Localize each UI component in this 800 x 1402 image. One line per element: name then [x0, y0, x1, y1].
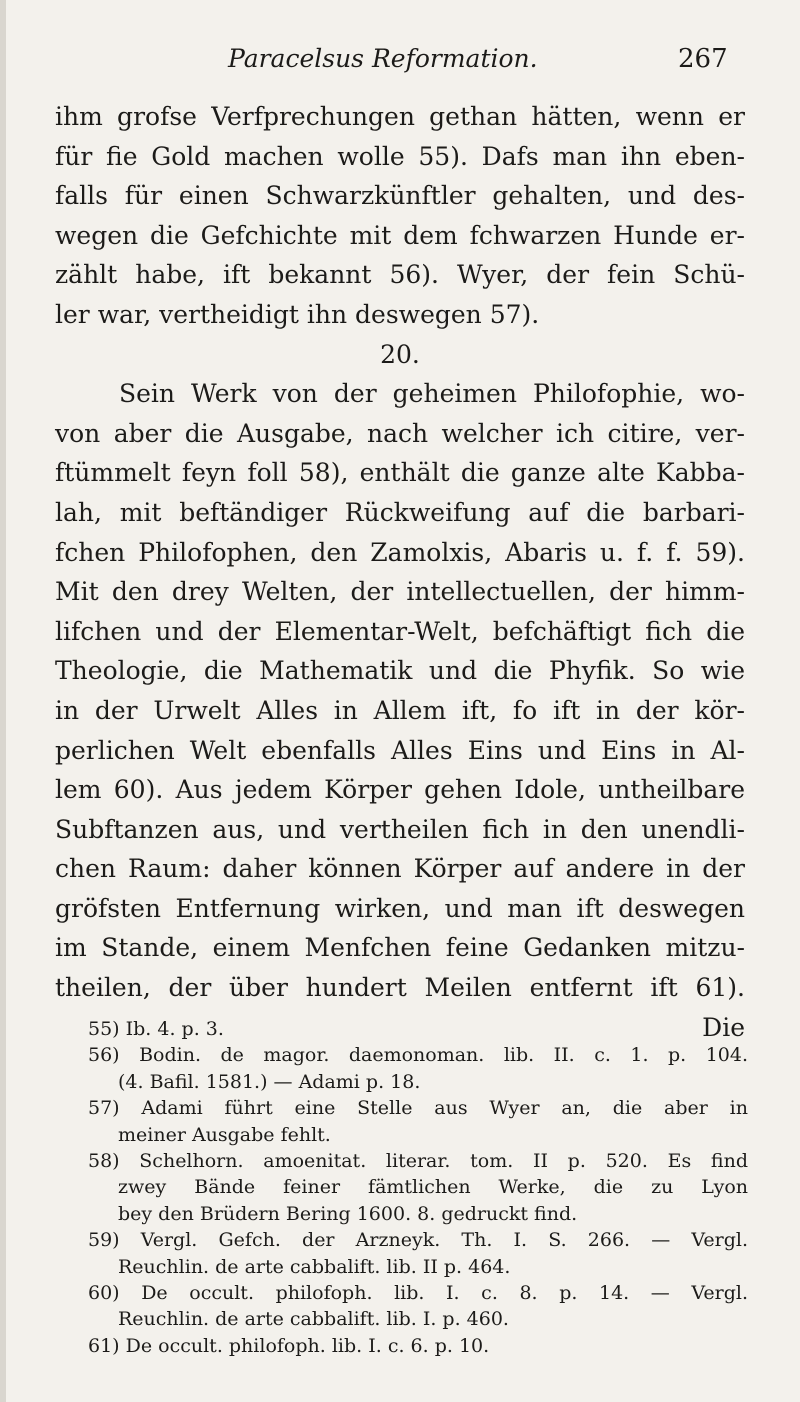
footnote-line: zwey Bände feiner fämtlichen Werke, die zu Lyon	[118, 1176, 748, 1199]
page-number: 267	[678, 44, 728, 74]
text-line: lah, mit beftändiger Rückweifung auf die barbari-	[55, 497, 745, 527]
footnote-line: 56) Bodin. de magor. daemonoman. lib. II. c. 1. p. 104.	[88, 1044, 748, 1067]
text-line: zählt habe, ift bekannt 56). Wyer, der fein Schü-	[55, 260, 745, 290]
text-line: für fie Gold machen wolle 55). Dafs man ihn eben-	[55, 141, 745, 171]
text-line: ihm grofse Verfprechungen gethan hätten, wenn er	[55, 102, 745, 131]
footnote-line: (4. Bafil. 1581.) — Adami p. 18.	[118, 1070, 421, 1093]
text-line: Theologie, die Mathematik und die Phyfik. So wie	[55, 656, 745, 686]
footnote-line: 55) Ib. 4. p. 3.	[88, 1018, 224, 1040]
text-line: wegen die Gefchichte mit dem fchwarzen Hunde er-	[55, 220, 745, 250]
text-line: lem 60). Aus jedem Körper gehen Idole, untheilbare	[55, 775, 745, 805]
text-line: 20.	[380, 339, 420, 369]
footnote-lines	[88, 1016, 748, 1359]
running-title: Paracelsus Reformation.	[228, 44, 538, 73]
footnote-line: 58) Schelhorn. amoenitat. literar. tom. II p. 520. Es find	[88, 1150, 748, 1173]
footnote-line: 59) Vergl. Gefch. der Arzneyk. Th. I. S. 266. — Vergl.	[88, 1229, 748, 1252]
text-line: im Stande, einem Menfchen feine Gedanken mitzu-	[55, 933, 745, 963]
text-line: lifchen und der Elementar-Welt, befchäftigt fich die	[55, 616, 745, 646]
footnote-line: Reuchlin. de arte cabbalift. lib. II p. 464.	[118, 1255, 511, 1278]
text-line: ftümmelt feyn foll 58), enthält die ganze alte Kabba-	[55, 458, 745, 488]
page-gutter-shadow	[0, 0, 6, 1402]
footnote-line: Reuchlin. de arte cabbalift. lib. I. p. 460.	[118, 1308, 509, 1331]
text-line: perlichen Welt ebenfalls Alles Eins und Eins in Al-	[55, 735, 745, 765]
page-header	[0, 34, 800, 84]
text-line: Sein Werk von der geheimen Philofophie, wo-	[119, 379, 745, 409]
text-line: ler war, vertheidigt ihn deswegen 57).	[55, 299, 540, 329]
footnote-line: meiner Ausgabe fehlt.	[118, 1123, 331, 1146]
text-line: gröfsten Entfernung wirken, und man ift deswegen	[55, 893, 745, 923]
text-line: Subftanzen aus, und vertheilen fich in den unendli-	[55, 814, 745, 844]
footnote-line: 57) Adami führt eine Stelle aus Wyer an, die aber in	[88, 1097, 748, 1120]
text-line: in der Urwelt Alles in Allem ift, fo ift in der kör-	[55, 695, 745, 725]
footnote-line: 60) De occult. philofoph. lib. I. c. 8. p. 14. — Vergl.	[88, 1282, 748, 1305]
text-line: theilen, der über hundert Meilen entfernt ift 61).	[55, 973, 745, 1003]
text-line: chen Raum: daher können Körper auf andere in der	[55, 854, 745, 884]
footnote-line: 61) De occult. philofoph. lib. I. c. 6. p. 10.	[88, 1334, 490, 1357]
text-line: fchen Philofophen, den Zamolxis, Abaris u. f. f. 59).	[55, 537, 745, 567]
footnotes	[88, 1016, 748, 1359]
text-line: Mit den drey Welten, der intellectuellen, der himm-	[55, 577, 745, 607]
text-line: von aber die Ausgabe, nach welcher ich citire, ver-	[55, 418, 745, 448]
text-line: falls für einen Schwarzkünftler gehalten, und des-	[55, 181, 745, 211]
body-lines	[55, 97, 745, 1047]
body-text	[55, 97, 745, 1047]
text-line: Die	[702, 1012, 745, 1042]
footnote-line: bey den Brüdern Bering 1600. 8. gedruckt find.	[118, 1202, 578, 1225]
